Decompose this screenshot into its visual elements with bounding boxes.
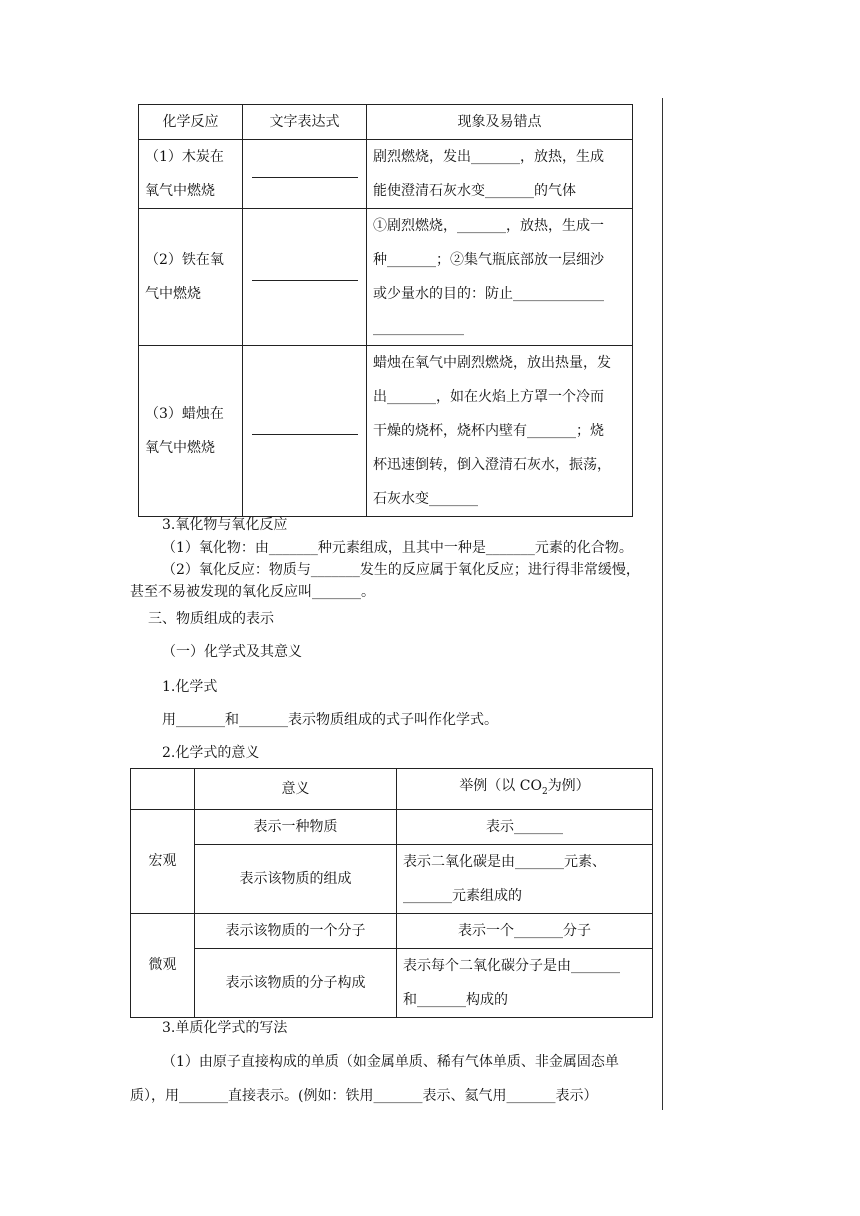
item-heading-1: 1.化学式 xyxy=(162,679,218,695)
header-empty xyxy=(131,769,195,810)
expression-blank[interactable] xyxy=(243,140,367,209)
paragraph-element-formula-2: 质），用_______直接表示。(例如：铁用_______表示、氦气用_______表示） xyxy=(130,1088,598,1104)
phenomenon-cell: 蜡烛在氧气中剧烈燃烧，放出热量，发 出_______，如在火焰上方罩一个冷而 干燥的烧杯，烧杯内壁有_______；烧 杯迅速倒转，倒入澄清石灰水，振荡， 石灰水变_______ xyxy=(367,346,633,517)
paragraph-oxidation-1: （2）氧化反应：物质与_______发生的反应属于氧化反应；进行得非常缓慢， xyxy=(162,562,640,578)
section-heading-3: 三、物质组成的表示 xyxy=(148,611,274,627)
example-cell: 表示每个二氧化碳分子是由_______ 和_______构成的 xyxy=(397,948,653,1017)
table-row xyxy=(131,913,653,948)
meaning-cell: 表示该物质的组成 xyxy=(195,844,397,913)
subsection-heading: （一）化学式及其意义 xyxy=(162,644,302,660)
example-cell: 表示_______ xyxy=(397,809,653,844)
section-oxide-title: 3.氧化物与氧化反应 xyxy=(162,517,288,533)
table-row xyxy=(131,809,653,844)
example-cell: 表示二氧化碳是由_______元素、 _______元素组成的 xyxy=(397,844,653,913)
paragraph-oxide: （1）氧化物：由_______种元素组成，且其中一种是_______元素的化合物。 xyxy=(162,540,633,556)
meaning-cell: 表示该物质的分子构成 xyxy=(195,948,397,1017)
item-heading-2: 2.化学式的意义 xyxy=(162,745,260,761)
header-expression: 文字表达式 xyxy=(243,105,367,140)
paragraph-oxidation-2: 甚至不易被发现的氧化反应叫_______。 xyxy=(130,584,375,600)
table-row xyxy=(139,346,633,517)
meaning-cell: 表示一种物质 xyxy=(195,809,397,844)
table-row xyxy=(131,948,653,1017)
paragraph-element-formula-1: （1）由原子直接构成的单质（如金属单质、稀有气体单质、非金属固态单 xyxy=(162,1054,619,1070)
reaction-cell: （1）木炭在 氧气中燃烧 xyxy=(139,140,243,209)
phenomenon-cell: ①剧烈燃烧，_______，放热，生成一 种_______；②集气瓶底部放一层细沙 或少量水的目的：防止_____________ _____________ xyxy=(367,209,633,346)
header-example: 举例（以 $CO_2$为例） xyxy=(397,769,653,810)
table-row xyxy=(139,140,633,209)
table-row xyxy=(131,844,653,913)
reactions-table xyxy=(138,104,633,517)
meaning-cell: 表示该物质的一个分子 xyxy=(195,913,397,948)
page-margin-line xyxy=(662,98,663,1110)
expression-blank[interactable] xyxy=(243,346,367,517)
table-row xyxy=(139,209,633,346)
expression-blank[interactable] xyxy=(243,209,367,346)
reaction-cell: （3）蜡烛在 氧气中燃烧 xyxy=(139,346,243,517)
phenomenon-cell: 剧烈燃烧，发出_______，放热，生成 能使澄清石灰水变_______的气体 xyxy=(367,140,633,209)
formula-meaning-table xyxy=(130,768,653,1018)
paragraph-formula: 用_______和_______表示物质组成的式子叫作化学式。 xyxy=(162,712,498,728)
item-heading-3: 3.单质化学式的写法 xyxy=(162,1020,288,1036)
reaction-cell: （2）铁在氧 气中燃烧 xyxy=(139,209,243,346)
label-macro: 宏观 xyxy=(131,809,195,913)
header-reaction: 化学反应 xyxy=(139,105,243,140)
header-meaning: 意义 xyxy=(195,769,397,810)
label-micro: 微观 xyxy=(131,913,195,1017)
example-cell: 表示一个_______分子 xyxy=(397,913,653,948)
header-phenomenon: 现象及易错点 xyxy=(367,105,633,140)
